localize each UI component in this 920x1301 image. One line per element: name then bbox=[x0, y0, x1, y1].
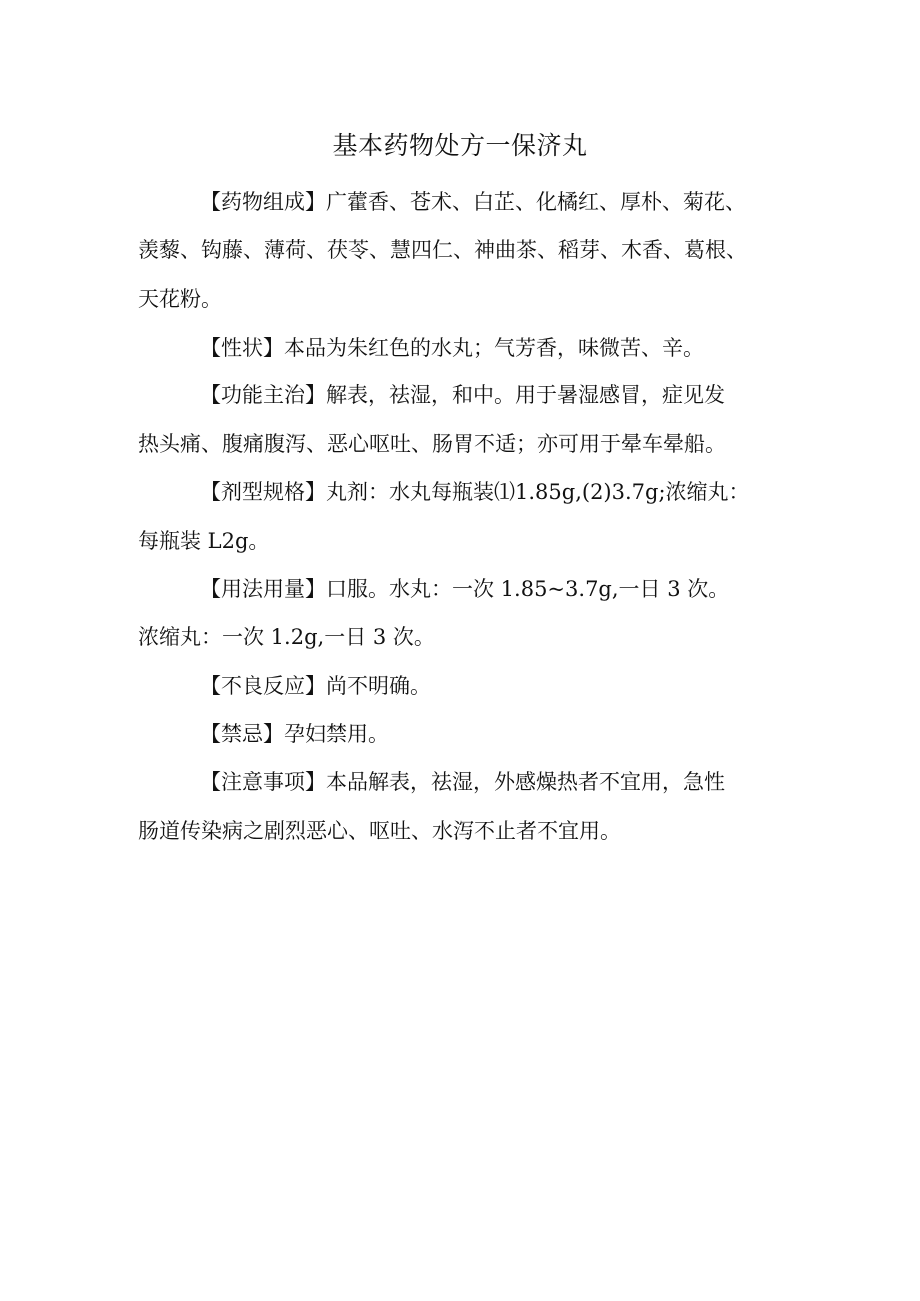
indications-line-2: 热头痛、腹痛腹泻、恶心呕吐、肠胃不适；亦可用于晕车晕船。 bbox=[138, 432, 726, 456]
indications-line-1: 【功能主治】解表，祛湿，和中。用于暑湿感冒，症见发 bbox=[200, 383, 725, 407]
composition-line-1: 【药物组成】广藿香、苍术、白芷、化橘红、厚朴、菊花、 bbox=[200, 190, 746, 214]
specification-line-2: 每瓶装 L2g。 bbox=[138, 529, 270, 553]
composition-line-2: 羡藜、钩藤、薄荷、茯苓、慧四仁、神曲茶、稻芽、木香、葛根、 bbox=[138, 238, 747, 262]
dosage-line-1: 【用法用量】口服。水丸：一次 1.85~3.7g,一日 3 次。 bbox=[200, 577, 730, 601]
composition-line-3: 天花粉。 bbox=[138, 287, 222, 311]
specification-line-1: 【剂型规格】丸剂：水丸每瓶装⑴1.85g,(2)3.7g;浓缩丸： bbox=[200, 480, 750, 504]
contraindications-line: 【禁忌】孕妇禁用。 bbox=[200, 722, 389, 746]
precautions-line-1: 【注意事项】本品解表，祛湿，外感燥热者不宜用，急性 bbox=[200, 770, 725, 794]
properties-line: 【性状】本品为朱红色的水丸；气芳香，味微苦、辛。 bbox=[200, 336, 704, 360]
adverse-reactions-line: 【不良反应】尚不明确。 bbox=[200, 674, 431, 698]
precautions-line-2: 肠道传染病之剧烈恶心、呕吐、水泻不止者不宜用。 bbox=[138, 819, 621, 843]
document-title: 基本药物处方一保济丸 bbox=[332, 131, 588, 160]
dosage-line-2: 浓缩丸：一次 1.2g,一日 3 次。 bbox=[138, 625, 435, 649]
